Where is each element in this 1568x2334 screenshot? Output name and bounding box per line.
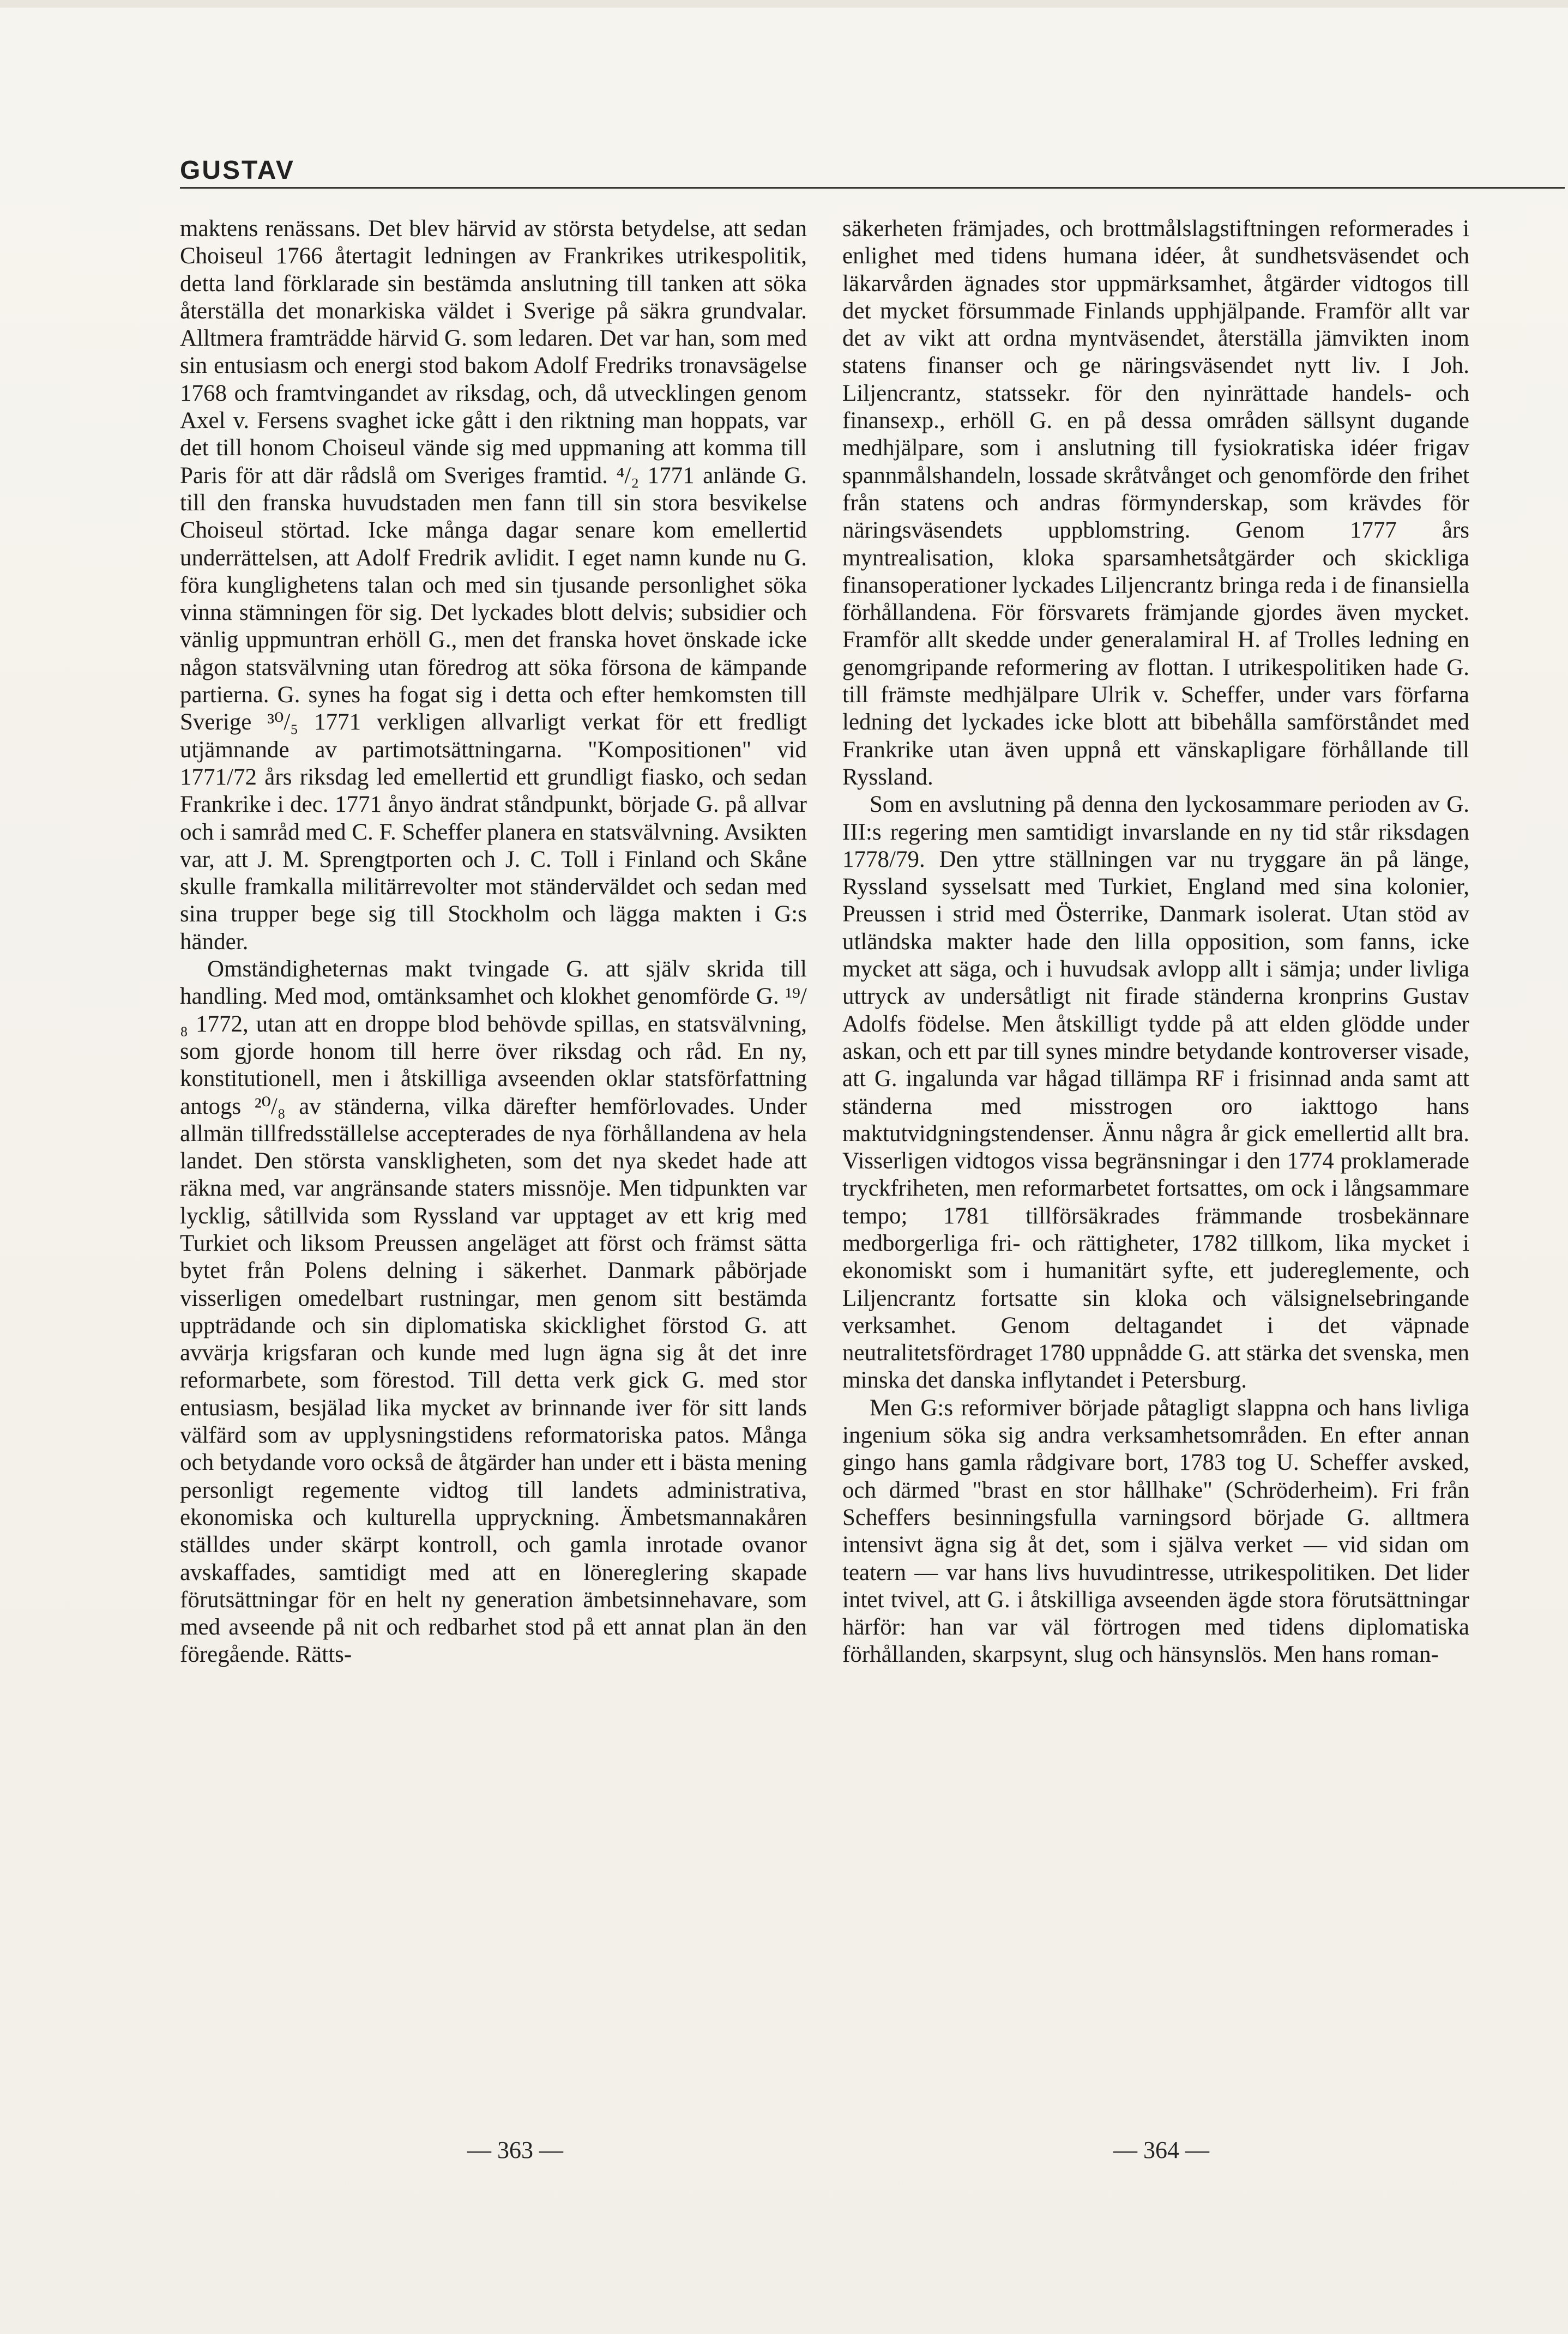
- right-paragraph-1: säkerheten främjades, och brottmålslagstiftningen reformerades i enlighet med tidens humana idéer, åt sundhetsväsendet och läkarvården ägnades stor uppmärksamhet, åtgärder vidtogos till det mycket försummade Finlands upphjälpande. Framför allt var det av vikt att ordna myntväsendet, återställa jämvikten inom statens finanser och ge näringsväsendet nytt liv. I Joh. Liljencrantz, statssekr. för den nyinrättade handels- och finansexp., erhöll G. en på dessa områden sällsynt dugande medhjälpare, som i anslutning till fysiokratiska idéer frigav spannmålshandeln, lossade skråtvånget och genomförde den frihet från statens och andras förmynderskap, som krävdes för näringsväsendets uppblomstring. Genom 1777 års myntrealisation, kloka sparsamhetsåtgärder och skickliga finansoperationer lyckades Liljencrantz bringa reda i de finansiella förhållandena. För försvarets främjande gjordes även mycket. Framför allt skedde under generalamiral H. af Trolles ledning en genomgripande reformering av flottan. I utrikespolitiken hade G. till främste medhjälpare Ulrik v. Scheffer, under vars förfarna ledning det lyckades icke blott att bibehålla samförståndet med Frankrike utan även uppnå ett vänskapligare förhållande till Ryssland.: [842, 216, 1469, 790]
- right-paragraph-3: Men G:s reformiver började påtagligt slappna och hans livliga ingenium söka sig andra verksamhetsområden. En efter annan gingo hans gamla rådgivare bort, 1783 tog U. Scheffer avsked, och därmed "brast en stor hållhake" (Schröderheim). Fri från Scheffers besinningsfulla varningsord började G. alltmera intensivt ägna sig åt det, som i själva verket — vid sidan om teatern — var hans livs huvudintresse, utrikespolitiken. Det lider intet tvivel, att G. i åtskilliga avseenden ägde stora förutsättningar härför: han var väl förtrogen med tidens diplomatiska förhållanden, skarpsynt, slug och hänsynslös. Men hans roman-: [842, 1395, 1469, 1668]
- header-rule: [180, 187, 1565, 189]
- right-column: [842, 215, 1469, 2113]
- right-paragraph-2: Som en avslutning på denna den lyckosammare perioden av G. III:s regering men samtidigt invarslande en ny tid står riksdagen 1778/79. Den yttre ställningen var nu tryggare än på länge, Ryssland sysselsatt med Turkiet, England med sina kolonier, Preussen i strid med Österrike, Danmark isolerat. Utan stöd av utländska makter hade den lilla opposition, som fanns, icke mycket att säga, och i huvudsak avlopp allt i sämja; under livliga uttryck av undersåtligt nit firade ständerna kronprins Gustav Adolfs födelse. Men åtskilligt tydde på att elden glödde under askan, och ett par till synes mindre betydande kontroverser visade, att G. ingalunda var hågad tillämpa RF i frisinnad anda samt att ständerna med misstrogen oro iakttogo hans maktutvidgningstendenser. Ännu några år gick emellertid allt bra. Visserligen vidtogos vissa begränsningar i den 1774 proklamerade tryckfriheten, men reformarbetet fortsattes, om ock i långsammare tempo; 1781 tillförsäkrades främmande trosbekännare medborgerliga fri- och rättigheter, 1782 tillkom, lika mycket i ekonomiskt som i humanitärt syfte, ett judereglemente, och Liljencrantz fortsatte sin kloka och välsignelsebringande verksamhet. Genom deltagandet i det väpnade neutralitetsfördraget 1780 uppnådde G. att stärka det svenska, men minska det danska inflytandet i Petersburg.: [842, 792, 1469, 1394]
- left-paragraph-1: maktens renässans. Det blev härvid av största betydelse, att sedan Choiseul 1766 återtagit ledningen av Frankrikes utrikespolitik, detta land förklarade sin bestämda anslutning till tanken att söka återställa det monarkiska väldet i Sverige på säkra grundvalar. Alltmera framträdde härvid G. som ledaren. Det var han, som med sin entusiasm och energi stod bakom Adolf Fredriks tronavsägelse 1768 och framtvingandet av riksdag, och, då utvecklingen genom Axel v. Fersens svaghet icke gått i den riktning man hoppats, var det till honom Choiseul vände sig med uppmaning att komma till Paris för att där rådslå om Sveriges framtid. ⁴/₂ 1771 anlände G. till den franska huvudstaden men fann till sin stora besvikelse Choiseul störtad. Icke många dagar senare kom emellertid underrättelsen, att Adolf Fredrik avlidit. I eget namn kunde nu G. föra kunglighetens talan och med sin tjusande personlighet söka vinna stämningen för sig. Det lyckades blott delvis; subsidier och vänlig uppmuntran erhöll G., men det franska hovet önskade icke någon statsvälvning utan föredrog att söka försona de kämpande partierna. G. synes ha fogat sig i detta och efter hemkomsten till Sverige ³⁰/₅ 1771 verkligen allvarligt verkat för ett fredligt utjämnande av partimotsättningarna. "Kompositionen" vid 1771/72 års riksdag led emellertid ett grundligt fiasko, och sedan Frankrike i dec. 1771 ånyo ändrat ståndpunkt, började G. på allvar och i samråd med C. F. Scheffer planera en statsvälvning. Avsikten var, att J. M. Sprengtporten och J. C. Toll i Finland och Skåne skulle framkalla militärrevolter mot ständerväldet och sedan med sina trupper bege sig till Stockholm och lägga makten i G:s händer.: [180, 216, 807, 955]
- page-number-right: — 364 —: [1113, 2137, 1209, 2163]
- left-column: [180, 215, 807, 2113]
- page-top-edge: [0, 0, 1568, 8]
- running-head: GUSTAV: [180, 156, 295, 185]
- page-number-left: — 363 —: [467, 2137, 563, 2163]
- left-paragraph-2: Omständigheternas makt tvingade G. att själv skrida till handling. Med mod, omtänksamhet och klokhet genomförde G. ¹⁹/₈ 1772, utan att en droppe blod behövde spillas, en statsvälvning, som gjorde honom till herre över riksdag och råd. En ny, konstitutionell, men i åtskilliga avseenden oklar statsförfattning antogs ²⁰/₈ av ständerna, vilka därefter hemförlovades. Under allmän tillfredsställelse accepterades de nya förhållandena av hela landet. Den största vanskligheten, som det nya skedet hade att räkna med, var angränsande staters missnöje. Men tidpunkten var lycklig, såtillvida som Ryssland var upptaget av ett krig med Turkiet och liksom Preussen angeläget att först och främst sätta bytet från Polens delning i säkerhet. Danmark påbörjade visserligen omedelbart rustningar, men genom sitt bestämda uppträdande och sin diplomatiska skicklighet förstod G. att avvärja krigsfaran och kunde med lugn ägna sig åt det inre reformarbete, som förestod. Till detta verk gick G. med stor entusiasm, besjälad lika mycket av brinnande iver för sitt lands välfärd som av upplysningstidens reformatoriska patos. Många och betydande voro också de åtgärder han under ett i bästa mening personligt regemente vidtog till landets administrativa, ekonomiska och kulturella uppryckning. Ämbetsmannakåren ställdes under skärpt kontroll, och gamla inrotade ovanor avskaffades, samtidigt med att en lönereglering skapade förutsättningar för en helt ny generation ämbetsinnehavare, som med avseende på nit och redbarhet stod på ett annat plan än den föregående. Rätts-: [180, 956, 807, 1668]
